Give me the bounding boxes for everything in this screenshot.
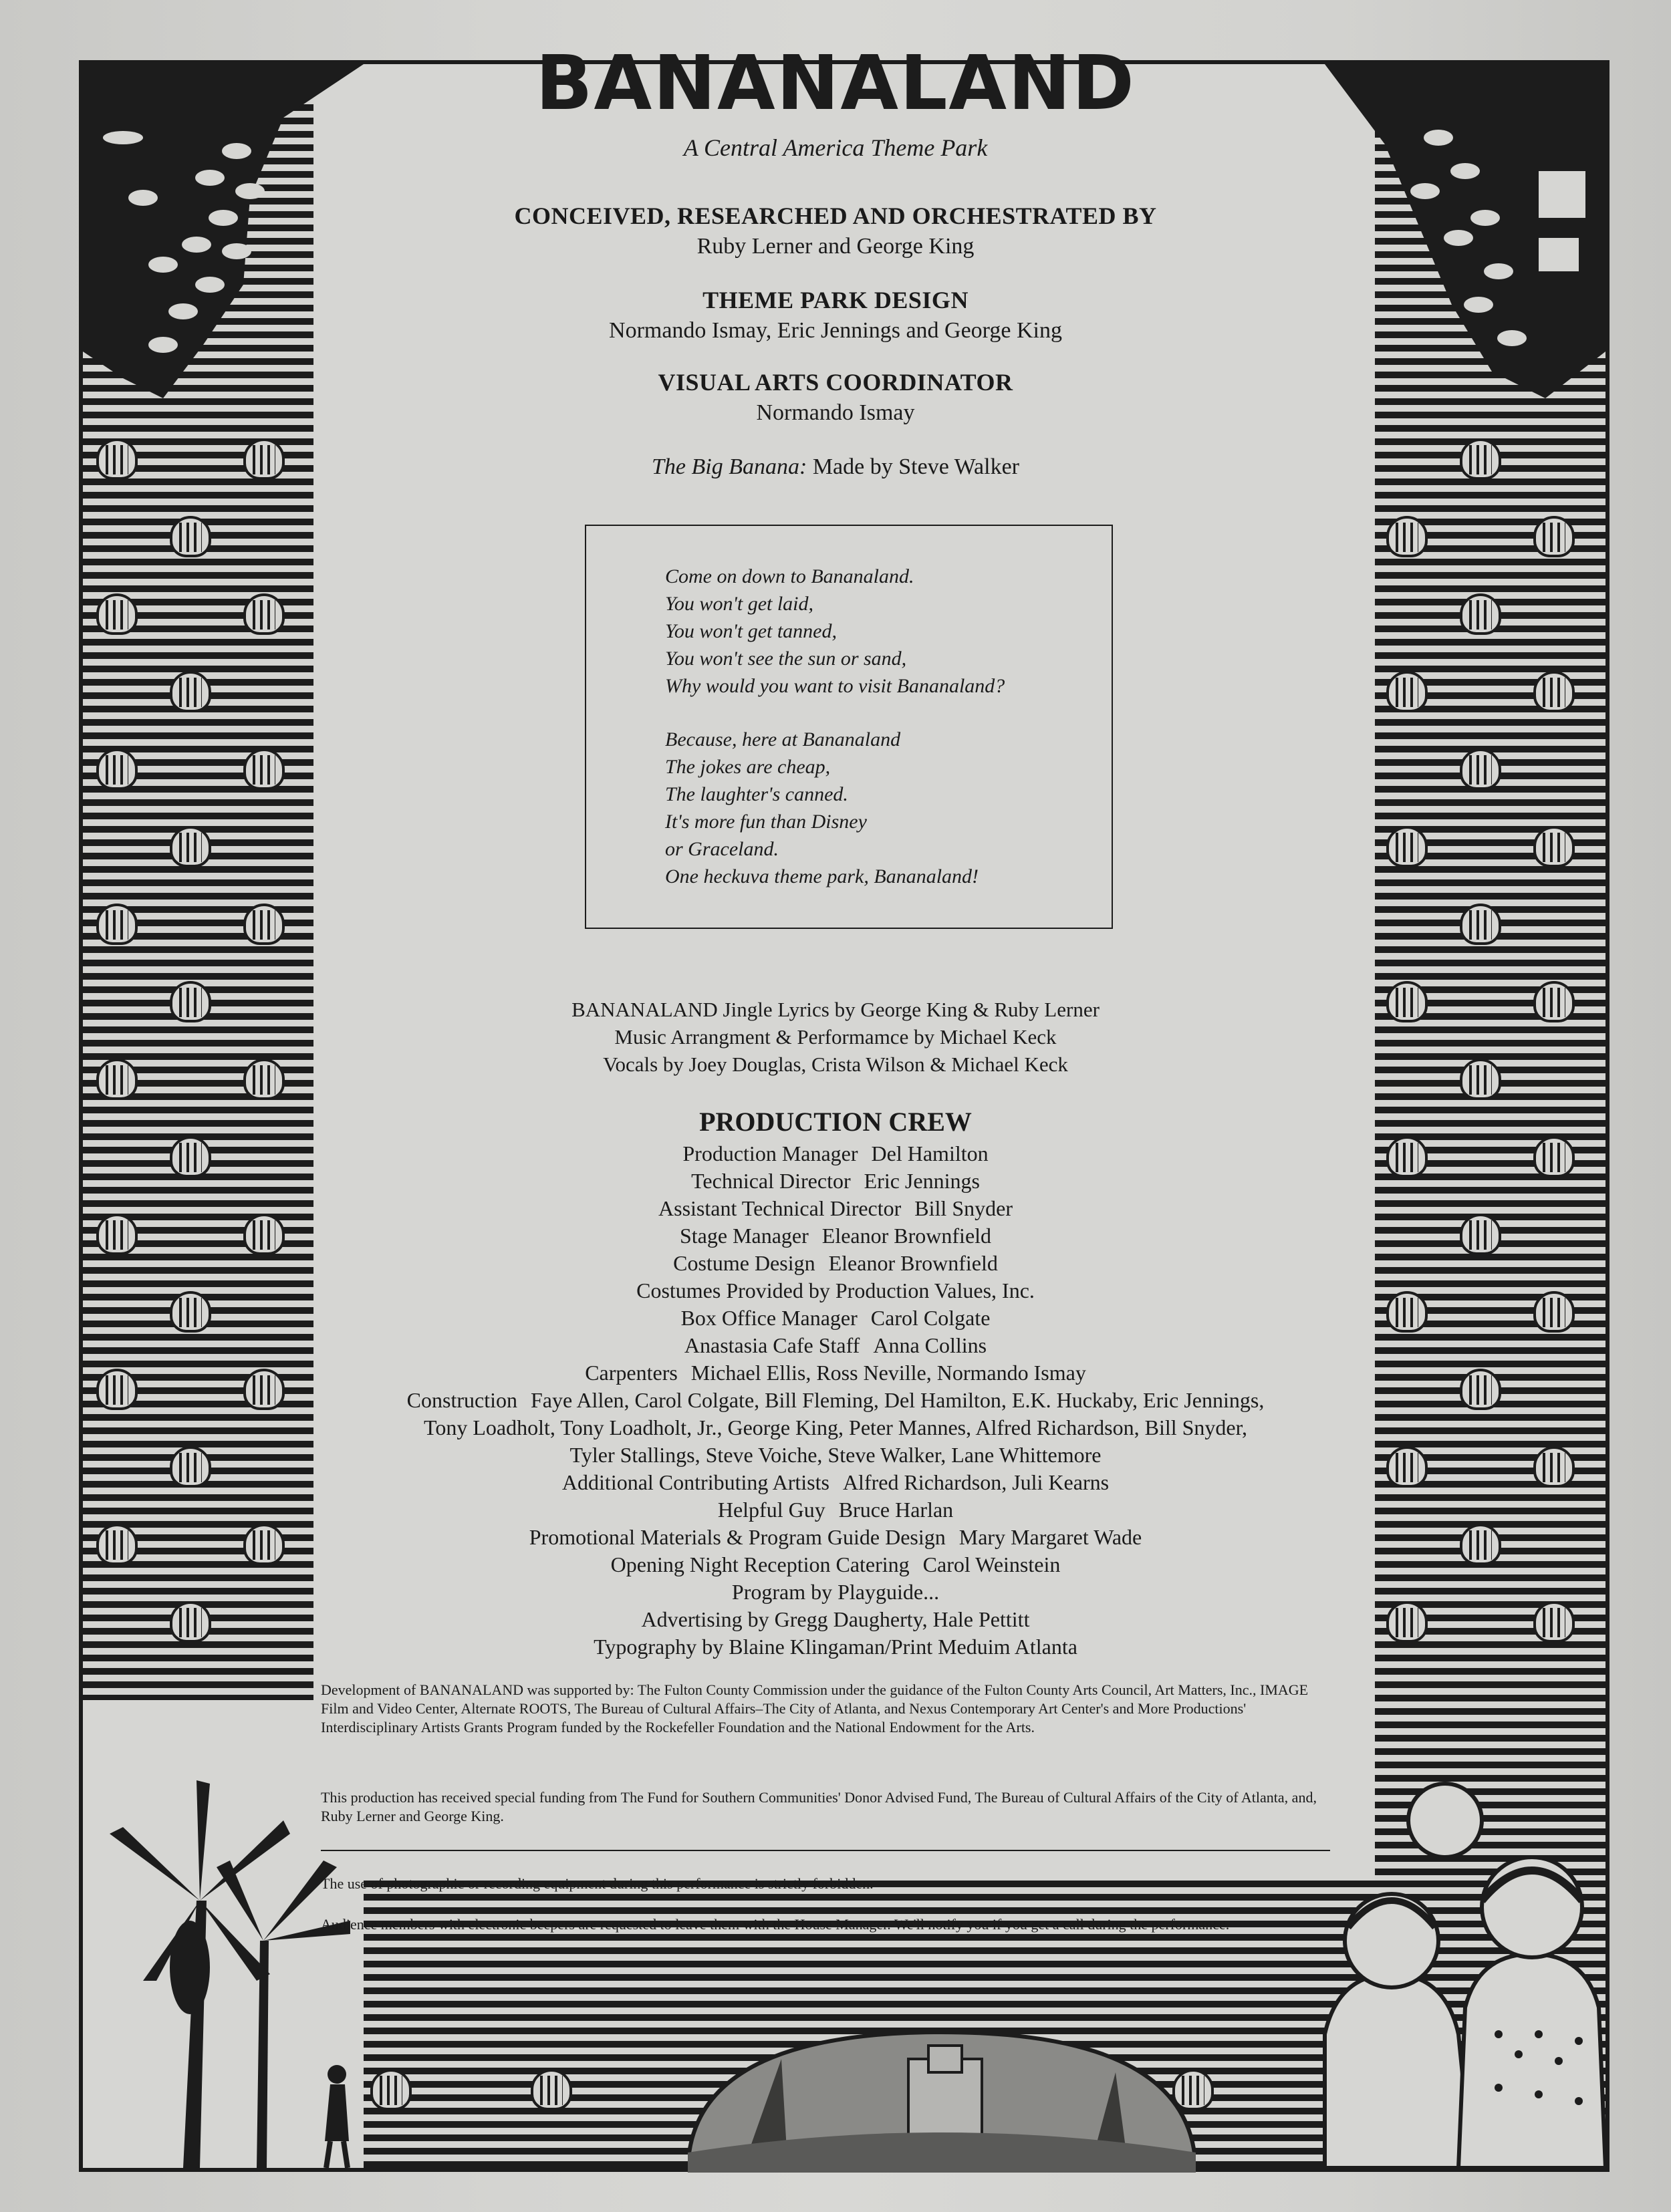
credit-heading: CONCEIVED, RESEARCHED AND ORCHESTRATED BY xyxy=(514,202,1157,229)
plaza-scene-illustration xyxy=(688,2032,1196,2173)
credit-heading: THEME PARK DESIGN xyxy=(702,287,969,313)
palm-tree-illustration xyxy=(83,1700,364,2168)
crew-name: Bruce Harlan xyxy=(838,1498,954,1522)
crew-role: Program by Playguide... xyxy=(731,1580,940,1604)
crew-row xyxy=(0,1578,1671,1606)
poem-line: Because, here at Bananaland xyxy=(665,728,901,750)
crew-row xyxy=(0,1250,1671,1277)
jingle-line: Music Arrangment & Performamce by Michael Keck xyxy=(614,1025,1057,1049)
banana-icon xyxy=(370,2069,412,2110)
banana-icon xyxy=(531,2069,572,2110)
poem-line: You won't get laid, xyxy=(665,593,814,615)
banana-icon xyxy=(1533,826,1575,867)
banana-icon xyxy=(96,904,138,945)
banana-icon xyxy=(243,748,285,790)
crew-role: Typography by Blaine Klingaman/Print Meduim Atlanta xyxy=(594,1635,1077,1659)
big-banana-credit xyxy=(0,454,1671,480)
crew-row xyxy=(0,1469,1671,1496)
credit-names: Ruby Lerner and George King xyxy=(696,234,975,259)
poem-line: One heckuva theme park, Bananaland! xyxy=(665,865,979,887)
crew-row xyxy=(0,1524,1671,1551)
crew-row xyxy=(0,1332,1671,1359)
jingle-line: BANANALAND Jingle Lyrics by George King & Ruby Lerner xyxy=(571,998,1100,1021)
crew-name: Eleanor Brownfield xyxy=(828,1251,998,1275)
crew-role: Costume Design xyxy=(673,1251,815,1275)
poem-line: You won't see the sun or sand, xyxy=(665,648,907,670)
credit-block xyxy=(0,202,1671,259)
crew-role: Technical Director xyxy=(691,1169,851,1193)
credit-names: Normando Ismay xyxy=(756,400,915,425)
poem-line: The jokes are cheap, xyxy=(665,756,831,778)
banana-icon xyxy=(1172,2069,1214,2110)
banana-icon xyxy=(1386,516,1428,557)
banana-icon xyxy=(1460,593,1501,635)
page-title: BANANALAND xyxy=(535,40,1136,127)
banana-icon xyxy=(1533,671,1575,712)
crew-row xyxy=(0,1140,1671,1167)
crew-name: Bill Snyder xyxy=(914,1196,1013,1220)
production-crew-list xyxy=(0,1140,1671,1661)
poem-line: You won't get tanned, xyxy=(665,620,837,642)
crew-role: Production Manager xyxy=(682,1141,858,1165)
crew-name: Eleanor Brownfield xyxy=(821,1224,992,1248)
crew-name: Tony Loadholt, Tony Loadholt, Jr., George King, Peter Mannes, Alfred Richardson, Bill Snyder, xyxy=(424,1415,1247,1439)
credit-names: Normando Ismay, Eric Jennings and George King xyxy=(609,318,1062,343)
crew-role: Anastasia Cafe Staff xyxy=(684,1333,860,1357)
crew-row xyxy=(0,1222,1671,1250)
banana-icon xyxy=(243,904,285,945)
poem-line: Come on down to Bananaland. xyxy=(665,565,914,587)
banana-icon xyxy=(1533,516,1575,557)
banana-icon xyxy=(1460,748,1501,790)
crew-role: Helpful Guy xyxy=(717,1498,825,1522)
crew-role: Stage Manager xyxy=(679,1224,809,1248)
crew-row xyxy=(0,1414,1671,1441)
crew-name: Carol Weinstein xyxy=(922,1552,1061,1576)
crew-row xyxy=(0,1496,1671,1524)
crew-role: Box Office Manager xyxy=(680,1306,858,1330)
crew-role: Costumes Provided by Production Values, Inc. xyxy=(636,1278,1035,1302)
crew-role: Carpenters xyxy=(585,1361,678,1385)
crew-name: Eric Jennings xyxy=(864,1169,980,1193)
crew-role: Opening Night Reception Catering xyxy=(610,1552,910,1576)
banana-icon xyxy=(170,516,211,557)
credit-heading: VISUAL ARTS COORDINATOR xyxy=(658,369,1013,396)
banana-icon xyxy=(170,671,211,712)
poem-line: Why would you want to visit Bananaland? xyxy=(665,675,1005,697)
crew-name: Carol Colgate xyxy=(870,1306,991,1330)
production-crew-heading: PRODUCTION CREW xyxy=(699,1107,972,1137)
banana-icon xyxy=(1460,904,1501,945)
crew-row xyxy=(0,1606,1671,1633)
big-banana-label: The Big Banana: xyxy=(652,454,807,479)
crew-name: Del Hamilton xyxy=(871,1141,989,1165)
crew-row xyxy=(0,1359,1671,1387)
credit-block xyxy=(0,368,1671,426)
jingle-credits xyxy=(0,996,1671,1078)
banana-icon xyxy=(170,826,211,867)
crew-role: Advertising by Gregg Daugherty, Hale Pettitt xyxy=(641,1607,1030,1631)
children-illustration xyxy=(1298,1754,1605,2168)
crew-role: Assistant Technical Director xyxy=(658,1196,902,1220)
crew-row xyxy=(0,1277,1671,1304)
beeper-notice: Audience members with electronic beepers are requested to leave them with the House Manager. We'll notify you if you get a call during the performance. xyxy=(321,1916,1230,1933)
jingle-line: Vocals by Joey Douglas, Crista Wilson & Michael Keck xyxy=(603,1053,1068,1076)
banana-icon xyxy=(96,748,138,790)
crew-row xyxy=(0,1387,1671,1414)
crew-name: Mary Margaret Wade xyxy=(958,1525,1142,1549)
crew-row xyxy=(0,1551,1671,1578)
banana-icon xyxy=(1386,671,1428,712)
support-statement: Development of BANANALAND was supported by: The Fulton County Commission under the guidance of the Fulton County Arts Council, Art Matters, Inc., IMAGE Film and Video Center, Alternate ROOTS, The Bureau of Cultural Affairs–The City of Atlanta, and Nexus Contemporary Art Center's and More Productions' Interdisciplinary Artists Grants Program funded by the Rockefeller Foundation and the National Endowment for the Arts. xyxy=(321,1681,1309,1736)
poem-line: The laughter's canned. xyxy=(665,783,848,805)
photography-notice: The use of photographic or recording equipment during this performance is strictly forbidden. xyxy=(321,1875,874,1892)
crew-name: Faye Allen, Carol Colgate, Bill Fleming, Del Hamilton, E.K. Huckaby, Eric Jennings, xyxy=(531,1388,1265,1412)
crew-role: Promotional Materials & Program Guide Design xyxy=(529,1525,946,1549)
poem-stanza xyxy=(665,726,1112,890)
page-subtitle: A Central America Theme Park xyxy=(683,134,988,161)
crew-name: Anna Collins xyxy=(873,1333,987,1357)
crew-row xyxy=(0,1195,1671,1222)
crew-name: Michael Ellis, Ross Neville, Normando Ismay xyxy=(690,1361,1086,1385)
crew-name: Tyler Stallings, Steve Voiche, Steve Walker, Lane Whittemore xyxy=(569,1443,1102,1467)
credit-block xyxy=(0,286,1671,343)
jingle-poem-box xyxy=(585,525,1113,929)
poem-line: or Graceland. xyxy=(665,838,779,860)
crew-role: Additional Contributing Artists xyxy=(561,1470,829,1494)
crew-role: Construction xyxy=(406,1388,517,1412)
poem-stanza xyxy=(665,563,1112,700)
divider xyxy=(321,1850,1330,1851)
crew-row xyxy=(0,1633,1671,1661)
banana-icon xyxy=(243,593,285,635)
banana-icon xyxy=(96,593,138,635)
banana-icon xyxy=(1386,826,1428,867)
crew-name: Alfred Richardson, Juli Kearns xyxy=(842,1470,1110,1494)
big-banana-text: Made by Steve Walker xyxy=(812,454,1019,479)
poem-line: It's more fun than Disney xyxy=(665,811,867,833)
crew-row xyxy=(0,1304,1671,1332)
crew-row xyxy=(0,1167,1671,1195)
funding-statement: This production has received special funding from The Fund for Southern Communities' Donor Advised Fund, The Bureau of Cultural Affairs of the City of Atlanta, and, Ruby Lerner and George King. xyxy=(321,1789,1317,1824)
crew-row xyxy=(0,1441,1671,1469)
